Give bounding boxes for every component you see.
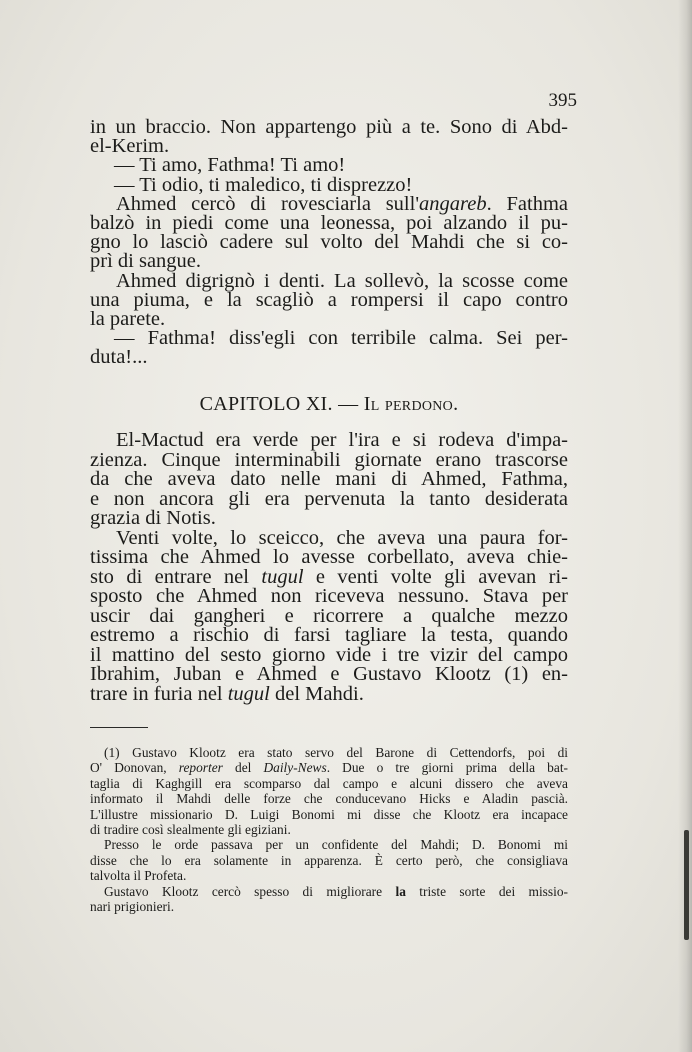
- text-line: Ahmed digrignò i denti. La sollevò, la scosse come: [116, 269, 568, 292]
- text-line: Ibrahim, Juban e Ahmed e Gustavo Klootz (1) en-: [90, 663, 568, 685]
- text-line: El-Mactud era verde per l'ira e si rodeva d'impa-: [116, 429, 568, 451]
- text-line: grazia di Notis.: [90, 507, 216, 529]
- text-line: Venti volte, lo sceicco, che aveva una paura for-: [116, 526, 568, 549]
- text-line: il mattino del sesto giorno vide i tre vizir del campo: [90, 643, 568, 666]
- page-number: 395: [548, 90, 577, 111]
- text-line-with-italic: trare in furia nel tugul del Mahdi.: [90, 682, 364, 705]
- text-line-with-italic: Ahmed cercò di rovesciarla sull'angareb. Fathma: [116, 192, 568, 215]
- text-line: el-Kerim.: [90, 135, 170, 158]
- footnote-line-with-bold: Gustavo Klootz cercò spesso di migliorare la triste sorte dei missio-: [104, 883, 568, 899]
- footnote-line: (1) Gustavo Klootz era stato servo del Barone di Cettendorfs, poi di: [104, 745, 568, 760]
- footnote-line: talvolta il Profeta.: [90, 868, 187, 884]
- italic-word: tugul: [261, 565, 304, 588]
- footnote-line: Presso le orde passava per un confidente del Mahdi; D. Bonomi mi: [104, 837, 568, 853]
- footnote-line: di tradire così slealmente gli egiziani.: [90, 821, 291, 837]
- text-line: uscir dai gangheri e ricorrere a qualche mezzo: [90, 604, 568, 627]
- footnote-line-with-italic: O' Donovan, reporter del Daily-News. Due o tre giorni prima della bat-: [90, 760, 568, 776]
- footnote-line: taglia di Kaghgill era scomparso dal campo e alcuni dissero che aveva: [90, 775, 568, 791]
- italic-word: angareb: [419, 192, 487, 215]
- text-line: zienza. Cinque interminabili giornate erano trascorse: [90, 448, 568, 471]
- chapter-title: Il perdono.: [363, 393, 459, 415]
- text-line: la parete.: [90, 307, 166, 330]
- footnote-line: informato il Mahdi delle forze che conducevano Hicks e Aladin pascià.: [90, 791, 568, 807]
- text-line: in un braccio. Non appartengo più a te. Sono di Abd-: [90, 116, 568, 138]
- footnotes: [90, 745, 568, 914]
- text-line: — Fathma! diss'egli con terribile calma. Sei per-: [114, 327, 568, 350]
- italic-word: tugul: [227, 682, 270, 705]
- text-line: estremo a rischio di farsi tagliare la testa, quando: [90, 624, 568, 646]
- chapter-heading: [90, 393, 568, 416]
- dialogue-section: [90, 118, 568, 367]
- footnote-divider: [90, 727, 148, 728]
- text-line-with-italic: sto di entrare nel tugul e venti volte gli avevan ri-: [90, 565, 568, 588]
- text-line: duta!...: [90, 346, 148, 369]
- footnote-line: L'illustre missionario D. Luigi Bonomi mi disse che Klootz era incapace: [90, 806, 568, 822]
- footnote-line: disse che lo era solamente in apparenza. È certo però, che consigliava: [90, 852, 568, 868]
- text-line: — Ti amo, Fathma! Ti amo!: [114, 154, 346, 177]
- text-line: prì di sangue.: [90, 250, 202, 273]
- text-line: — Ti odio, ti maledico, ti disprezzo!: [114, 173, 413, 196]
- text-line: tissima che Ahmed lo avesse corbellato, aveva chie-: [90, 546, 568, 568]
- text-line: balzò in piedi come una leonessa, poi alzando il pu-: [90, 211, 568, 234]
- text-line: e non ancora gli era pervenuta la tanto desiderata: [90, 487, 568, 510]
- text-line: gno lo lasciò cadere sul volto del Mahdi che si co-: [90, 231, 568, 254]
- text-line: sposto che Ahmed non riceveva nessuno. Stava per: [90, 585, 568, 607]
- chapter-body: [90, 431, 568, 704]
- chapter-number: CAPITOLO XI. —: [199, 393, 359, 415]
- page-edge-mark: [684, 830, 689, 940]
- text-line: da che aveva dato nelle mani di Ahmed, Fathma,: [90, 468, 568, 490]
- text-line: una piuma, e la scagliò a rompersi il capo contro: [90, 288, 568, 311]
- footnote-line: nari prigionieri.: [90, 898, 175, 914]
